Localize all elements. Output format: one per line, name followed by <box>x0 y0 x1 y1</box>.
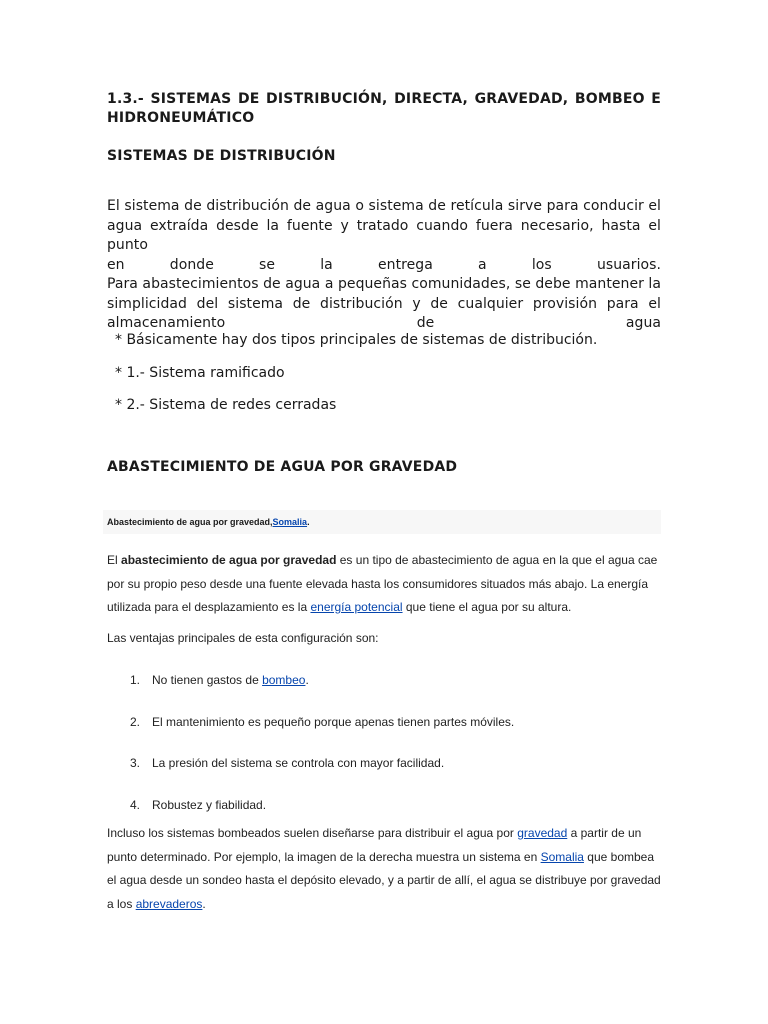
para-text: Incluso los sistemas bombeados suelen diseñarse para distribuir el agua por <box>107 826 518 840</box>
ordered-list <box>130 669 650 835</box>
list-number: 2. <box>130 714 141 729</box>
bullet-list <box>115 330 661 428</box>
list-text: No tienen gastos de <box>152 673 263 687</box>
list-end: . <box>305 673 309 687</box>
intro-line: El sistema de distribución de agua o sistema de retícula sirve para conducir el <box>107 198 661 214</box>
intro-line: Para abastecimientos de agua a pequeñas comunidades, se debe mantener la <box>107 276 661 292</box>
list-text: La presión del sistema se controla con mayor facilidad. <box>152 756 445 770</box>
list-number: 3. <box>130 756 141 770</box>
intro-line: simplicidad del sistema de distribución y de cualquier provisión para el <box>107 295 661 312</box>
list-item <box>130 752 650 794</box>
para-text: que tiene el agua por su altura. <box>402 600 572 614</box>
list-text: El mantenimiento es pequeño porque apenas tienen partes móviles. <box>152 714 515 729</box>
intro-line: almacenamiento de agua <box>107 315 661 331</box>
link-abrevaderos[interactable]: abrevaderos <box>135 896 203 911</box>
image-caption <box>103 510 661 534</box>
list-item <box>130 711 650 753</box>
list-text: Robustez y fiabilidad. <box>152 797 267 812</box>
para-text: El <box>107 553 122 567</box>
para-text: a partir de un punto determinado. Por ejemplo, la imagen de la derecha muestra un sistema en <box>107 826 642 864</box>
bullet-item: * 1.- Sistema ramificado <box>115 364 285 381</box>
link-energia-potencial[interactable]: energía potencial <box>310 600 403 614</box>
link-bombeo[interactable]: bombeo <box>262 673 306 687</box>
intro-line: agua extraída desde la fuente y tratado cuando fuera necesario, hasta el punto <box>107 217 661 253</box>
list-item <box>130 669 650 711</box>
paragraph-sistemas-bombeados <box>107 822 661 916</box>
para-text: es un tipo de abastecimiento de agua en la que el agua cae por su propio peso desde una fuente elevada hasta los consumidores situados más abajo. La energía utilizada para el desplazamiento es la <box>107 553 658 614</box>
intro-paragraph <box>107 197 661 334</box>
list-number: 4. <box>130 797 141 812</box>
link-somalia-caption[interactable]: Somalia <box>272 517 308 527</box>
link-somalia[interactable]: Somalia <box>540 849 584 864</box>
section-heading-main: 1.3.- SISTEMAS DE DISTRIBUCIÓN, DIRECTA, GRAVEDAD, BOMBEO E HIDRONEUMÁTICO <box>107 91 661 126</box>
list-number: 1. <box>130 673 141 687</box>
intro-line: en donde se la entrega a los usuarios. <box>107 256 661 273</box>
para-text: que bombea el agua desde un sondeo hasta el depósito elevado, y a partir de allí, el agua se distribuye por gravedad a los <box>107 849 661 911</box>
caption-text: Abastecimiento de agua por gravedad, <box>107 517 273 527</box>
link-gravedad[interactable]: gravedad <box>517 826 568 840</box>
heading-sistemas-distribucion: SISTEMAS DE DISTRIBUCIÓN <box>107 148 336 164</box>
caption-end: . <box>307 517 310 527</box>
para-text: . <box>202 896 206 911</box>
bullet-item: * Básicamente hay dos tipos principales de sistemas de distribución. <box>115 332 598 348</box>
paragraph-ventajas: Las ventajas principales de esta configuración son: <box>107 631 379 645</box>
paragraph-gravedad-intro <box>107 549 661 620</box>
heading-abastecimiento-gravedad: ABASTECIMIENTO DE AGUA POR GRAVEDAD <box>107 459 458 475</box>
para-bold-term: abastecimiento de agua por gravedad <box>121 553 337 567</box>
bullet-item: * 2.- Sistema de redes cerradas <box>115 397 337 413</box>
